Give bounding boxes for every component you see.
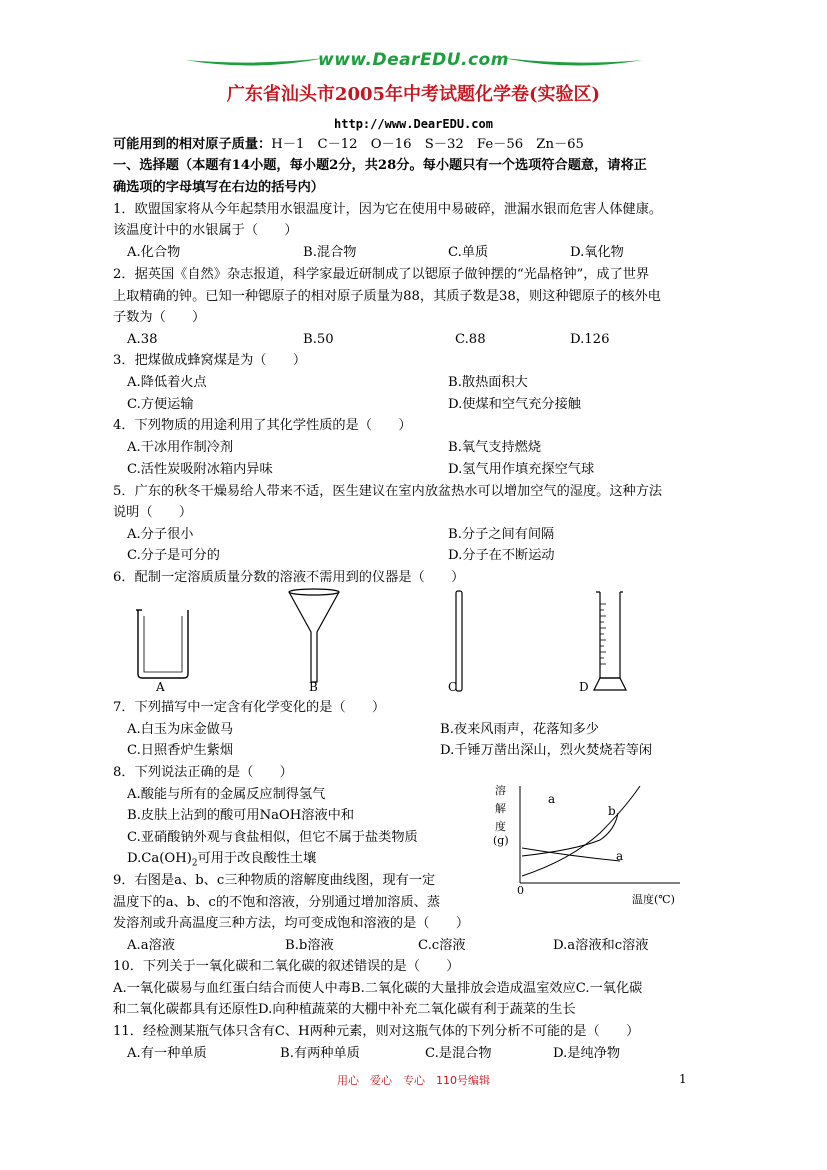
q9-option-c: C.c溶液 (418, 938, 466, 953)
q1-option-c: C.单质 (448, 245, 489, 260)
q8-option-c: C.亚硝酸钠外观与食盐相似，但它不属于盐类物质 (127, 830, 418, 845)
q3-option-b: B.散热面积大 (448, 375, 528, 390)
graph-xlabel: 温度(℃) (632, 893, 675, 906)
graph-origin: 0 (517, 884, 524, 897)
q4-line1: 4．下列物质的用途利用了其化学性质的是（ ） (113, 418, 412, 433)
q5-option-c: C.分子是可分的 (127, 548, 220, 563)
q7-option-d: D.千锤万凿出深山，烈火焚烧若等闲 (440, 743, 653, 758)
q2-option-b: B.50 (303, 332, 334, 347)
q3-option-c: C.方便运输 (127, 397, 194, 412)
section-heading-line2: 确选项的字母填写在右边的括号内） (113, 180, 324, 195)
q7-line1: 7．下列描写中一定含有化学变化的是（ ） (113, 700, 386, 715)
q11-line1: 11．经检测某瓶气体只含有C、H两种元素，则对这瓶气体的下列分析不可能的是（ ） (113, 1024, 640, 1039)
q5-option-b: B.分子之间有间隔 (448, 527, 555, 542)
q5-line1: 5．广东的秋冬干燥易给人带来不适，医生建议在室内放盆热水可以增加空气的湿度。这种方法 (113, 484, 663, 499)
q1-line2: 该温度计中的水银属于（ ） (113, 223, 298, 238)
q2-line1: 2．据英国《自然》杂志报道，科学家最近研制成了以锶原子做钟摆的“光晶格钟”，成了世界 (113, 267, 650, 282)
q2-line3: 子数为（ ） (113, 310, 206, 325)
graph-ylabel-1: 溶 (495, 784, 506, 797)
q9-line1: 9．右图是a、b、c三种物质的溶解度曲线图，现有一定 (113, 873, 436, 888)
q6-label-b: B (309, 680, 318, 694)
atomic-masses (113, 136, 584, 154)
q8-option-b: B.皮肤上沾到的酸可用NaOH溶液中和 (127, 808, 355, 823)
q3-option-a: A.降低着火点 (127, 375, 207, 390)
q8-option-d-pre: D.Ca(OH) (127, 851, 192, 866)
q11-option-d: D.是纯净物 (553, 1046, 621, 1061)
q6-label-c: C (448, 680, 458, 694)
q11-option-a: A.有一种单质 (127, 1046, 207, 1061)
q2-option-a: A.38 (127, 332, 158, 347)
q7-option-a: A.白玉为床金做马 (127, 722, 234, 737)
graph-ylabel-2: 解 (495, 802, 506, 815)
site-header (0, 48, 827, 78)
q4-option-c: C.活性炭吸附冰箱内异味 (127, 462, 273, 477)
q5-option-d: D.分子在不断运动 (448, 548, 555, 563)
right-swoosh-icon (503, 50, 643, 76)
q5-option-a: A.分子很小 (127, 527, 194, 542)
q9-option-b: B.b溶液 (285, 938, 334, 953)
q1-option-d: D.氧化物 (570, 245, 624, 260)
q1-line1: 1．欧盟国家将从今年起禁用水银温度计，因为它在使用中易破碎，泄漏水银而危害人体健康。 (113, 202, 663, 217)
q2-option-c: C.88 (455, 332, 486, 347)
curve-b-label: b (608, 804, 616, 818)
q1-option-a: A.化合物 (127, 245, 181, 260)
q11-option-c: C.是混合物 (425, 1046, 492, 1061)
q8-option-a: A.酸能与所有的金属反应制得氢气 (127, 787, 326, 802)
graph-ylabel-3: 度 (495, 820, 506, 833)
q6-line1: 6．配制一定溶质质量分数的溶液不需用到的仪器是（ ） (113, 570, 465, 585)
glass-rod-icon (453, 590, 465, 692)
q4-option-d: D.氢气用作填充探空气球 (448, 462, 595, 477)
q3-line1: 3．把煤做成蜂窝煤是为（ ） (113, 353, 307, 368)
q9-option-d: D.a溶液和c溶液 (553, 938, 649, 953)
q8-option-d (127, 850, 316, 873)
curve-a-top-label: a (548, 792, 556, 806)
curve-a-bottom-label: a (616, 849, 624, 863)
funnel-icon (286, 588, 342, 684)
q2-option-d: D.126 (570, 332, 610, 347)
sub-url[interactable]: http://www.DearEDU.com (334, 117, 493, 131)
atomic-masses-values: H－1 C－12 O－16 S－32 Fe－56 Zn－65 (271, 137, 584, 152)
page-number: 1 (679, 1072, 687, 1086)
q9-line2: 温度下的a、b、c的不饱和溶液，分别通过增加溶质、蒸 (113, 895, 441, 910)
q6-label-d: D (579, 680, 589, 694)
q4-option-a: A.干冰用作制冷剂 (127, 440, 234, 455)
q2-line2: 上取精确的钟。已知一种锶原子的相对原子质量为88，其质子数是38，则这种锶原子的核外电 (113, 289, 661, 304)
q5-line2: 说明（ ） (113, 505, 193, 520)
q8-option-d-post: 可用于改良酸性土壤 (197, 851, 317, 866)
document-title: 广东省汕头市2005年中考试题化学卷(实验区) (226, 84, 601, 105)
q8-line1: 8．下列说法正确的是（ ） (113, 765, 293, 780)
page-footer: 用心 爱心 专心 110号编辑 (337, 1074, 490, 1087)
q10-line3: 和二氧化碳都具有还原性D.向种植蔬菜的大棚中补充二氧化碳有利于蔬菜的生长 (113, 1002, 576, 1017)
q10-line1: 10．下列关于一氧化碳和二氧化碳的叙述错误的是（ ） (113, 959, 460, 974)
q10-line2: A.一氧化碳易与血红蛋白结合而使人中毒B.二氧化碳的大量排放会造成温室效应C.一氧化碳 (113, 981, 643, 996)
graph-ylabel-4: (g) (493, 834, 509, 847)
q11-option-b: B.有两种单质 (280, 1046, 360, 1061)
q7-option-c: C.日照香炉生紫烟 (127, 743, 234, 758)
site-url[interactable]: www.DearEDU.com (318, 50, 509, 70)
section-heading-line1: 一、选择题（本题有14小题，每小题2分，共28分。每小题只有一个选项符合题意，请将正 (113, 158, 647, 173)
q4-option-b: B.氧气支持燃烧 (448, 440, 542, 455)
q9-option-a: A.a溶液 (127, 938, 175, 953)
beaker-icon (134, 608, 194, 680)
graduated-cylinder-icon (590, 590, 630, 692)
q9-line3: 发溶剂或升高温度三种方法，均可变成饱和溶液的是（ ） (113, 916, 470, 931)
q7-option-b: B.夜来风雨声，花落知多少 (440, 722, 599, 737)
atomic-masses-label: 可能用到的相对原子质量： (113, 137, 272, 152)
q1-option-b: B.混合物 (303, 245, 357, 260)
q3-option-d: D.使煤和空气充分接触 (448, 397, 581, 412)
q8-option-d-sub: 2 (191, 858, 198, 869)
solubility-graph (490, 778, 690, 908)
q6-label-a: A (156, 680, 165, 694)
